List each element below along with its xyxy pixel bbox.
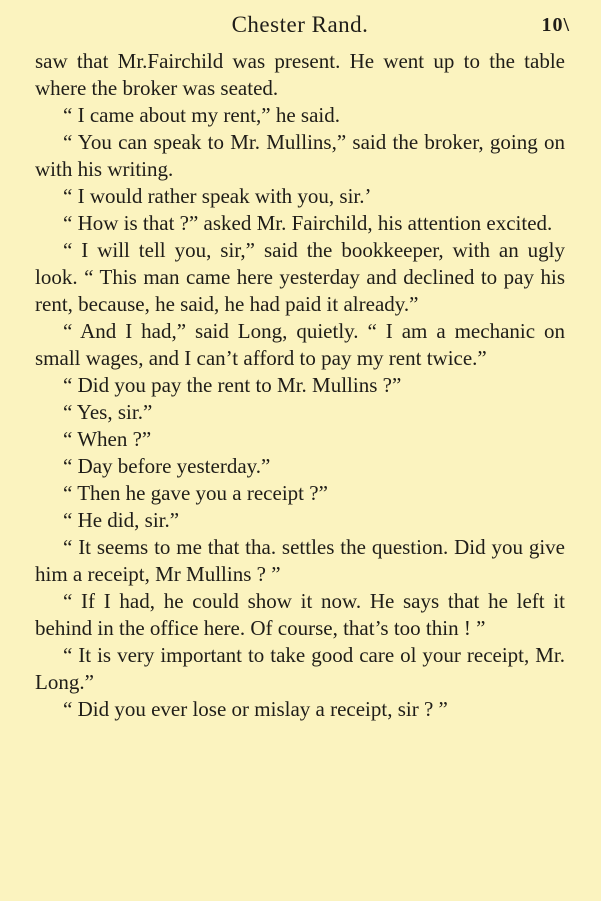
paragraph: “ I will tell you, sir,” said the bookkeeper, with an ugly look. “ This man came here yesterday and declined to pay his rent, because, he said, he had paid it already.” (35, 238, 565, 316)
paragraph: “ Then he gave you a receipt ?” (63, 481, 328, 505)
paragraph: “ If I had, he could show it now. He says that he left it behind in the office here. Of course, that’s too thin ! ” (35, 589, 565, 640)
paragraph: “ I would rather speak with you, sir.’ (63, 184, 372, 208)
running-head (35, 10, 570, 48)
paragraph: “ And I had,” said Long, quietly. “ I am a mechanic on small wages, and I can’t afford to pay my rent twice.” (35, 319, 565, 370)
paragraph: “ You can speak to Mr. Mullins,” said the broker, going on with his writing. (35, 130, 565, 181)
running-title: Chester Rand. (231, 12, 369, 37)
paragraph: “ It is very important to take good care ol your receipt, Mr. Long.” (35, 643, 565, 694)
paragraph: “ Day before yesterday.” (63, 454, 271, 478)
paragraph: “ How is that ?” asked Mr. Fairchild, his attention excited. (63, 211, 553, 235)
paragraph: saw that Mr.Fairchild was present. He went up to the table where the broker was seated. (35, 49, 565, 100)
page-number: 10\ (541, 14, 570, 36)
paragraph: “ Did you pay the rent to Mr. Mullins ?” (63, 373, 402, 397)
paragraph: “ Yes, sir.” (63, 400, 153, 424)
body-text (35, 48, 565, 723)
paragraph: “ When ?” (63, 427, 152, 451)
paragraph: “ Did you ever lose or mislay a receipt, sir ? ” (63, 697, 448, 721)
paragraph: “ He did, sir.” (63, 508, 180, 532)
paragraph: “ It seems to me that tha. settles the question. Did you give him a receipt, Mr Mullins ? ” (35, 535, 565, 586)
paragraph: “ I came about my rent,” he said. (63, 103, 340, 127)
